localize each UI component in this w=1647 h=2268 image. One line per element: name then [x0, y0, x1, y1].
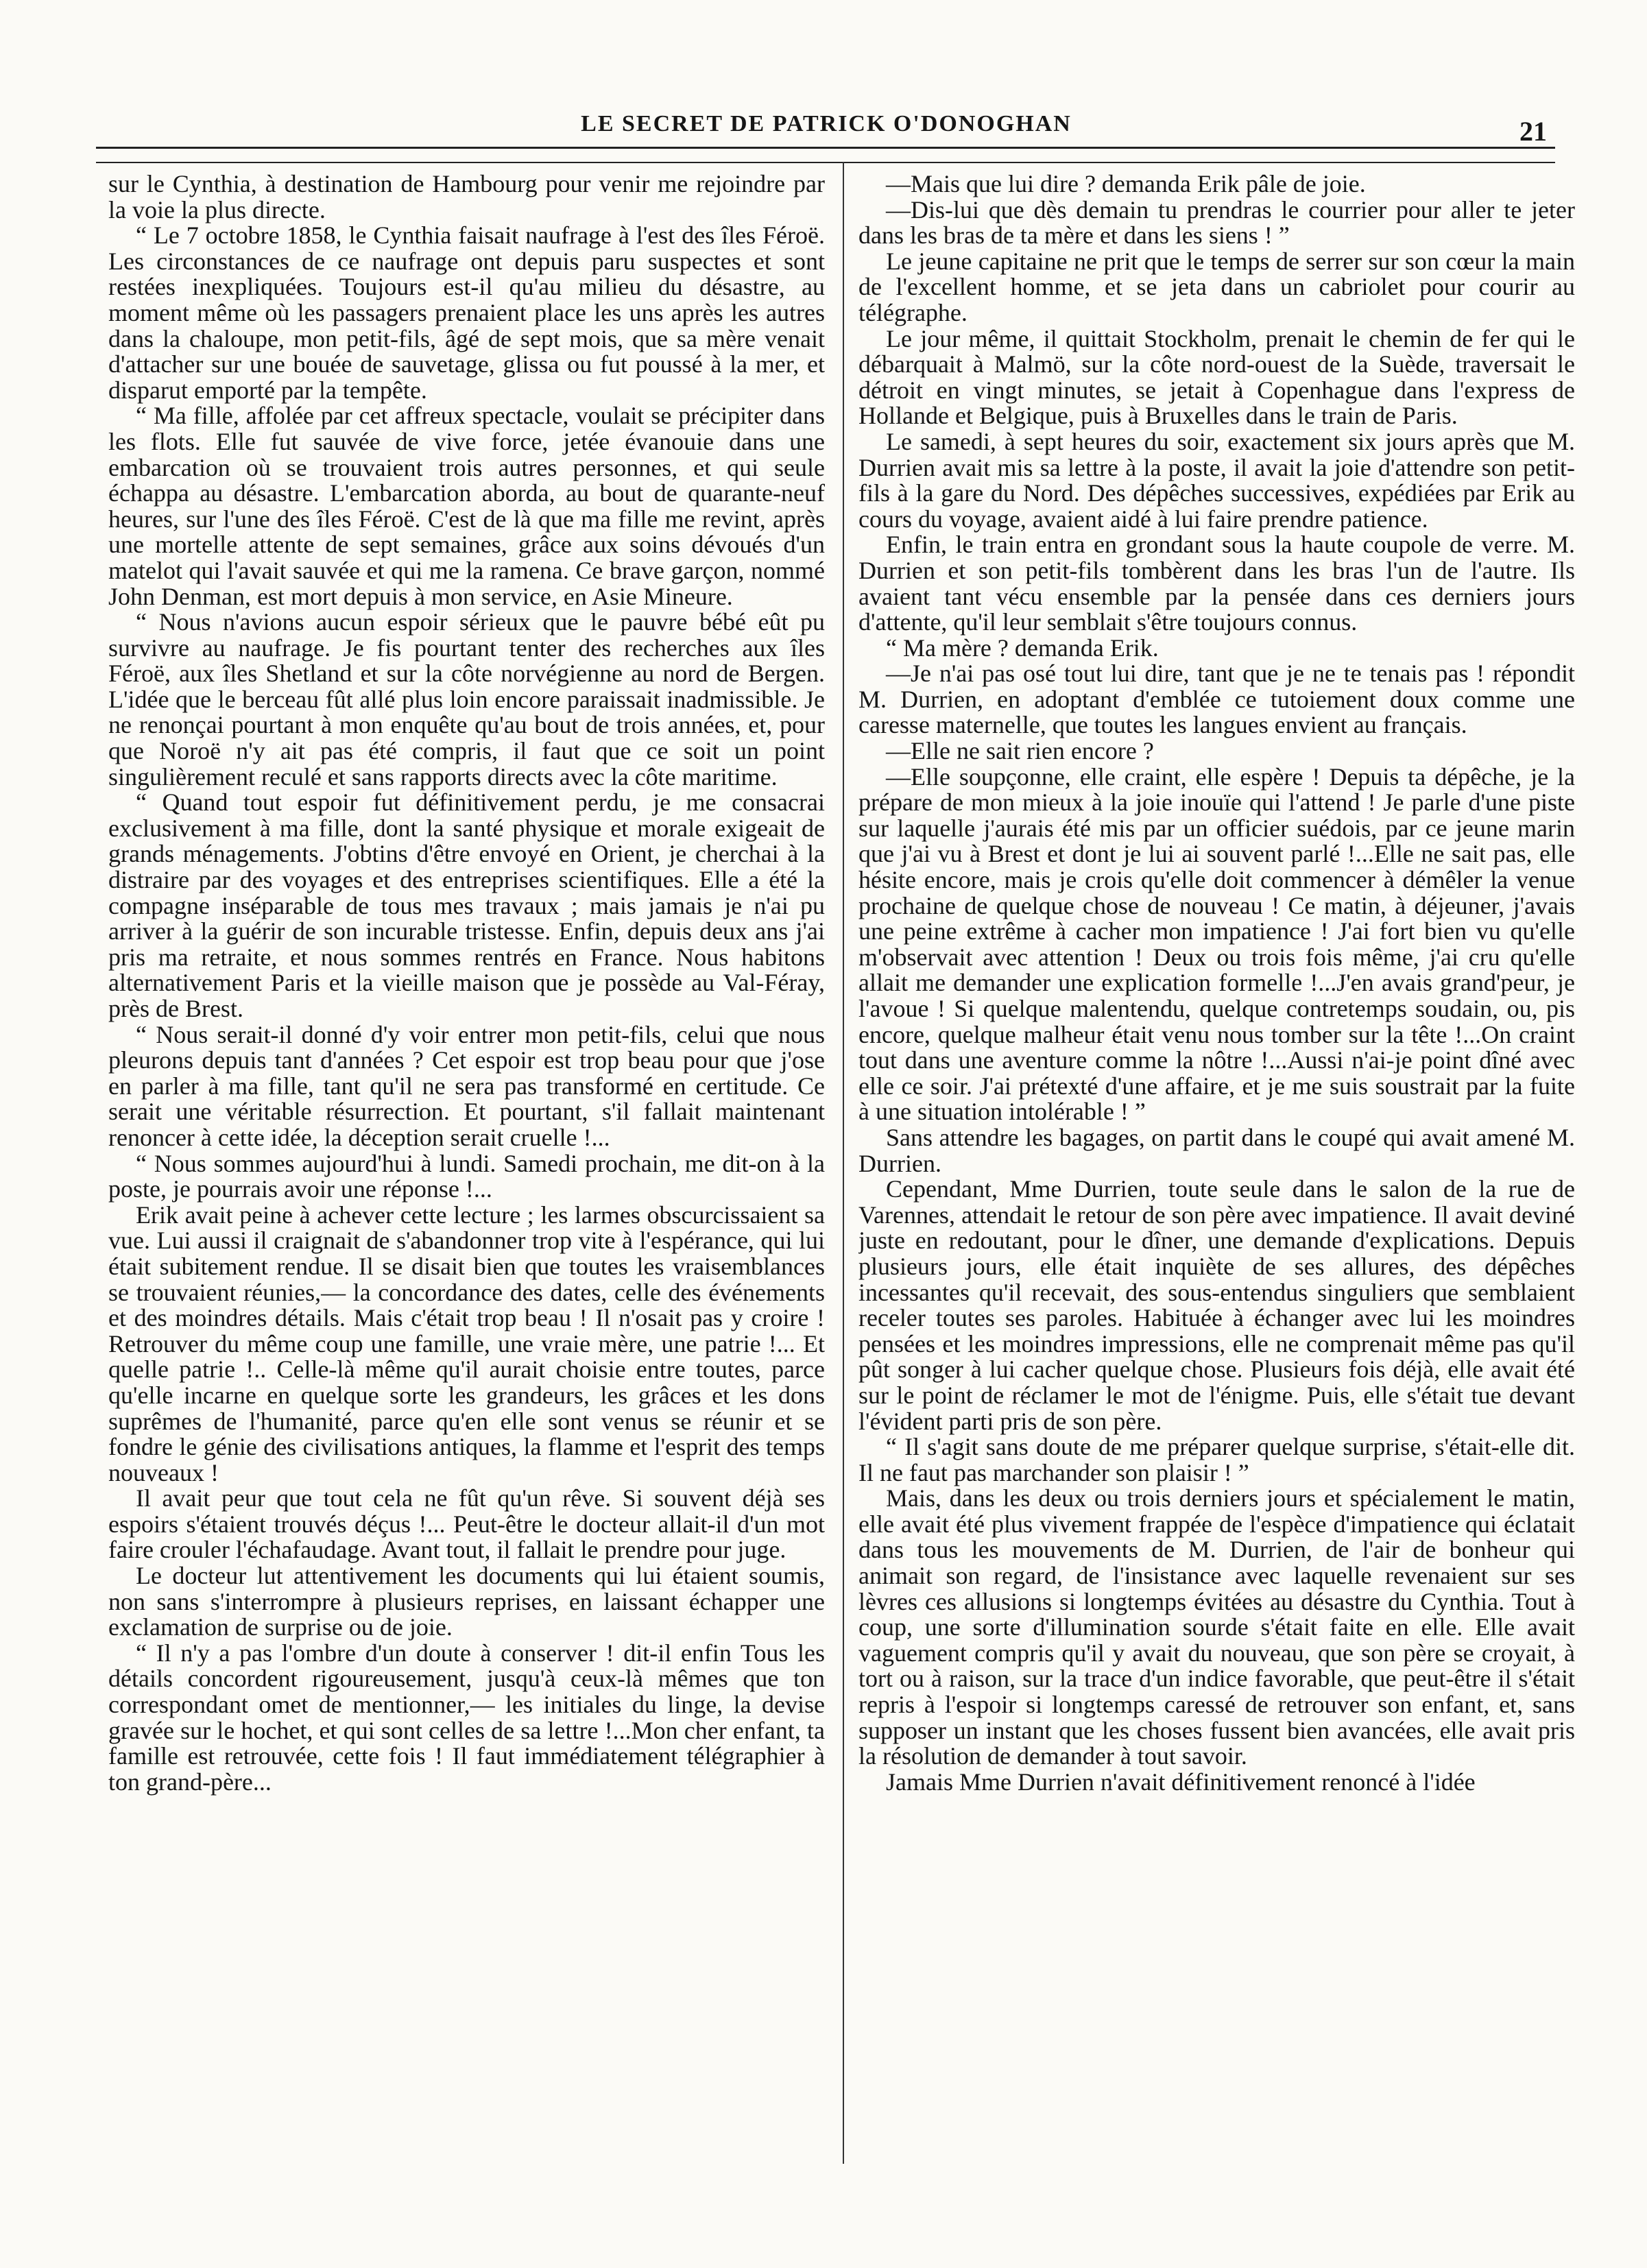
paragraph: Enfin, le train entra en grondant sous la haute coupole de verre. M. Durrien et son petit-fils tombèrent dans les bras l'un de l'autre. Ils avaient tant vécu ensemble par la pensée dans ces derniers jours d'attente, qu'il leur semblait s'être toujours connus.	[858, 531, 1575, 636]
column-divider	[843, 162, 844, 2164]
paragraph: —Elle soupçonne, elle craint, elle espère ! Depuis ta dépêche, je la prépare de mon mieux à la joie inouïe qui l'attend ! Je parle d'une piste sur laquelle j'aurais été mis par un officier suédois, par ce jeune marin que j'ai vu à Brest et dont je lui ai souvent parlé !...Elle ne sait pas, elle hésite encore, mais je crois qu'elle doit commencer à démêler la venue prochaine de quelque chose de nouveau ! Ce matin, à déjeuner, j'avais une peine extrême à cacher mon impatience ! J'ai fort bien vu qu'elle m'observait avec attention ! Deux ou trois fois même, j'ai cru qu'elle allait me demander une explication formelle !...J'en avais grand'peur, je l'avoue ! Si quelque malentendu, quelque contretemps soudain, ou, pis encore, quelque malheur était venu nous tomber sur la tête !...On craint tout dans une aventure comme la nôtre !...Aussi n'ai-je point dîné avec elle ce soir. J'ai prétexté d'une affaire, et je me suis soustrait par la fuite à une situation intolérable ! ”	[858, 762, 1575, 1126]
paragraph: “ Nous serait-il donné d'y voir entrer mon petit-fils, celui que nous pleurons depuis tant d'années ? Cet espoir est trop beau pour que j'ose en parler à ma fille, tant qu'il ne sera pas transformé en certitude. Ce serait une véritable résurrection. Et pourtant, s'il fallait maintenant renoncer à cette idée, la déception serait cruelle !...	[108, 1020, 825, 1151]
paragraph: Sans attendre les bagages, on partit dans le coupé qui avait amené M. Durrien.	[858, 1123, 1575, 1177]
paragraph: Mais, dans les deux ou trois derniers jours et spécialement le matin, elle avait été plus vivement frappée de l'espèce d'impatience qui éclatait dans tous les mouvements de M. Durrien, de l'air de bonheur qui animait son regard, de l'insistance avec laquelle revenaient sur ses lèvres ces allusions si longtemps évitées au désastre du Cynthia. Tout à coup, une sorte d'illumination sourde s'était faite en elle. Elle avait vaguement compris qu'il y avait du nouveau, que son père se croyait, à tort ou à raison, sur la trace d'un indice favorable, que peut-être il s'était repris à l'espoir si longtemps caressé de retrouver son enfant, et, sans supposer un instant que les choses fussent bien avancées, elle avait pris la résolution de demander à tout savoir.	[858, 1484, 1575, 1770]
header-rule-secondary	[96, 162, 1555, 163]
paragraph: “ Il n'y a pas l'ombre d'un doute à conserver ! dit-il enfin Tous les détails concordent rigoureusement, jusqu'à ceux-là mêmes que ton correspondant omet de mentionner,— les initiales du linge, la devise gravée sur le hochet, et qui sont celles de sa lettre !...Mon cher enfant, ta famille est retrouvée, cette fois ! Il faut immédiatement télégraphier à ton grand-père...	[108, 1639, 825, 1796]
paragraph: “ Ma mère ? demanda Erik.	[886, 634, 1159, 662]
paragraph: —Je n'ai pas osé tout lui dire, tant que je ne te tenais pas ! répondit M. Durrien, en adoptant d'emblée ce tutoiement doux comme une caresse maternelle, que toutes les langues envient au français.	[858, 660, 1575, 739]
right-column	[858, 171, 1575, 2173]
running-title: LE SECRET DE PATRICK O'DONOGHAN	[581, 111, 1072, 136]
paragraph: “ Il s'agit sans doute de me préparer quelque surprise, s'était-elle dit. Il ne faut pas marchander son plaisir ! ”	[858, 1433, 1575, 1486]
paragraph: Le samedi, à sept heures du soir, exactement six jours après que M. Durrien avait mis sa lettre à la poste, il avait la joie d'attendre son petit-fils à la gare du Nord. Des dépêches successives, expédiées par Erik au cours du voyage, avaient aidé à lui faire prendre patience.	[858, 427, 1575, 533]
page-number: 21	[1519, 116, 1547, 147]
paragraph: Il avait peur que tout cela ne fût qu'un rêve. Si souvent déjà ses espoirs s'étaient trouvés déçus !... Peut-être le docteur allait-il d'un mot faire crouler l'échafaudage. Avant tout, il fallait le prendre pour juge.	[108, 1484, 825, 1564]
paragraph: “ Nous sommes aujourd'hui à lundi. Samedi prochain, me dit-on à la poste, je pourrais avoir une réponse !...	[108, 1149, 825, 1203]
paragraph: Le docteur lut attentivement les documents qui lui étaient soumis, non sans s'interrompre à plusieurs reprises, en laissant échapper une exclamation de surprise ou de joie.	[108, 1562, 825, 1641]
left-column	[108, 171, 825, 2173]
paragraph: —Mais que lui dire ? demanda Erik pâle de joie.	[886, 171, 1366, 197]
paragraph: —Dis-lui que dès demain tu prendras le courrier pour aller te jeter dans les bras de ta mère et dans les siens ! ”	[858, 195, 1575, 250]
paragraph: “ Quand tout espoir fut définitivement perdu, je me consacrai exclusivement à ma fille, dont la santé physique et morale exigeait de grands ménagements. J'obtins d'être envoyé en Orient, je cherchai à la distraire par des voyages et des entreprises scientifiques. Elle a été la compagne inséparable de tous mes travaux ; mais jamais je n'ai pu arriver à la guérir de son incurable tristesse. Enfin, depuis deux ans j'ai pris ma retraite, et nous sommes rentrés en France. Nous habitons alternativement Paris et la vieille maison que je possède au Val-Féray, près de Brest.	[108, 788, 825, 1022]
paragraph: Erik avait peine à achever cette lecture ; les larmes obscurcissaient sa vue. Lui aussi il craignait de s'abandonner trop vite à l'espérance, qui lui était subitement rendue. Il se disait bien que toutes les vraisemblances se trouvaient réunies,— la concordance des dates, celle des événements et des moindres détails. Mais c'était trop beau ! Il n'osait pas y croire ! Retrouver du même coup une famille, une vraie mère, une patrie !... Et quelle patrie !.. Celle-là même qu'il aurait choisie entre toutes, parce qu'elle incarne en quelque sorte les grandeurs, les grâces et les dons suprêmes de l'humanité, parce qu'en elle sont venus se réunir et se fondre le génie des civilisations antiques, la flamme et l'esprit des temps nouveaux !	[108, 1201, 825, 1486]
paragraph: —Elle ne sait rien encore ?	[886, 737, 1154, 765]
paragraph: Jamais Mme Durrien n'avait définitivement renoncé à l'idée	[886, 1768, 1476, 1796]
paragraph: Le jeune capitaine ne prit que le temps de serrer sur son cœur la main de l'excellent homme, et se jeta dans un cabriolet pour courir au télégraphe.	[858, 247, 1575, 326]
paragraph: sur le Cynthia, à destination de Hambourg pour venir me rejoindre par la voie la plus directe.	[108, 171, 825, 224]
header-rule	[96, 147, 1555, 149]
paragraph: Le jour même, il quittait Stockholm, prenait le chemin de fer qui le débarquait à Malmö, sur la côte nord-ouest de la Suède, traversait le détroit en vingt minutes, se jetait à Copenhague dans l'express de Hollande et Belgique, puis à Bruxelles dans le train de Paris.	[858, 324, 1575, 430]
paragraph: Cependant, Mme Durrien, toute seule dans le salon de la rue de Varennes, attendait le retour de son père avec impatience. Il avait deviné juste en redoutant, pour le dîner, une demande d'explications. Depuis plusieurs jours, elle était inquiète de ses allures, des dépêches incessantes qu'il recevait, des sous-entendus singuliers que semblaient receler toutes ses paroles. Habituée à échanger avec lui les moindres pensées et les moindres impressions, elle ne comprenait même pas qu'il pût songer à lui cacher quelque chose. Plusieurs fois déjà, elle avait été sur le point de réclamer le mot de l'énigme. Puis, elle s'était tue devant l'évident parti pris de son père.	[858, 1175, 1575, 1435]
paragraph: “ Le 7 octobre 1858, le Cynthia faisait naufrage à l'est des îles Féroë. Les circonstances de ce naufrage ont depuis paru suspectes et sont restées inexpliquées. Toujours est-il qu'au milieu du désastre, au moment même où les passagers prenaient place les uns après les autres dans la chaloupe, mon petit-fils, âgé de sept mois, que sa mère venait d'attacher sur une bouée de sauvetage, glissa ou fut poussé à la mer, et disparut emporté par la tempête.	[108, 221, 825, 404]
running-head	[96, 103, 1556, 147]
paragraph: “ Nous n'avions aucun espoir sérieux que le pauvre bébé eût pu survivre au naufrage. Je fis pourtant tenter des recherches aux îles Féroë, aux îles Shetland et sur la côte norvégienne au nord de Bergen. L'idée que le berceau fût allé plus loin encore paraissait inadmissible. Je ne renonçai pourtant à mon enquête qu'au bout de trois années, et, pour que Noroë n'y ait pas été compris, il faut que ce soit un point singulièrement reculé et sans rapports directs avec la côte maritime.	[108, 608, 825, 791]
paragraph: “ Ma fille, affolée par cet affreux spectacle, voulait se précipiter dans les flots. Elle fut sauvée de vive force, jetée évanouie dans une embarcation où se trouvaient trois autres personnes, et qui seule échappa au désastre. L'embarcation aborda, au bout de quarante-neuf heures, sur l'une des îles Féroë. C'est de là que ma fille me revint, après une mortelle attente de sept semaines, grâce aux soins dévoués d'un matelot qui l'avait sauvée et qui me la ramena. Ce brave garçon, nommé John Denman, est mort depuis à mon service, en Asie Mineure.	[108, 402, 825, 610]
